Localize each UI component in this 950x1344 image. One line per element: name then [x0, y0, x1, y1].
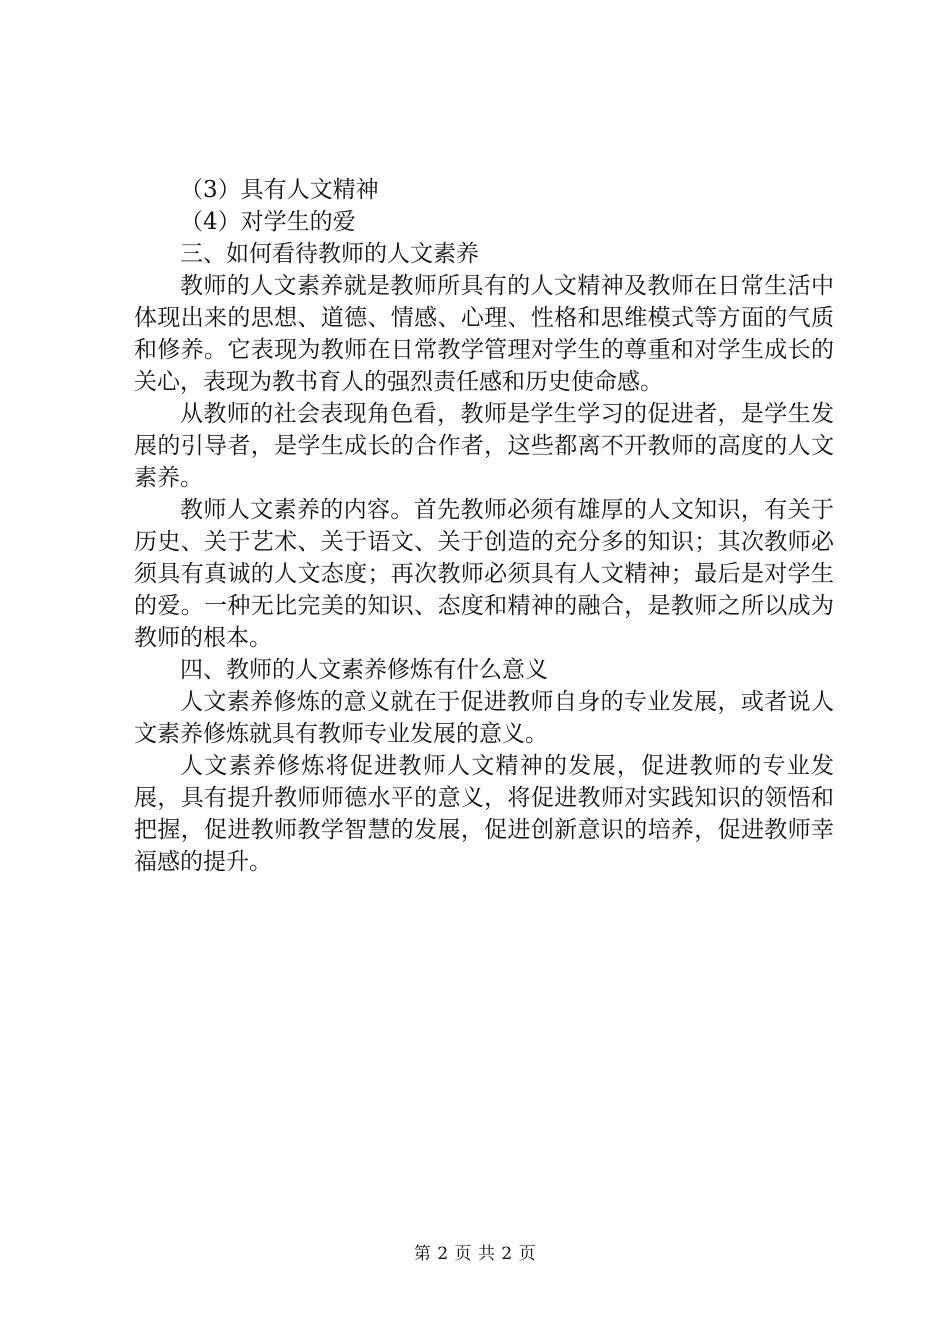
section-heading-3: 三、如何看待教师的人文素养: [180, 241, 479, 267]
paragraph-1: 教师的人文素养就是教师所具有的人文精神及教师在日常生活中体现出来的思想、道德、情感、心理、性格和思维模式等方面的气质和修养。它表现为教师在日常教学管理对学生的尊重和对学生成长的关心，表现为教书育人的强烈责任感和历史使命感。: [134, 273, 834, 395]
paragraph-5: 人文素养修炼将促进教师人文精神的发展，促进教师的专业发展，具有提升教师师德水平的意义，将促进教师对实践知识的领悟和把握，促进教师教学智慧的发展，促进创新意识的培养，促进教师幸福感的提升。: [134, 753, 834, 875]
page-number-footer: 第 2 页 共 2 页: [413, 1244, 537, 1264]
paragraph-4: 人文素养修炼的意义就在于促进教师自身的专业发展，或者说人文素养修炼就具有教师专业发展的意义。: [134, 689, 834, 747]
list-item-4: （4）对学生的爱: [180, 209, 356, 235]
section-heading-4: 四、教师的人文素养修炼有什么意义: [180, 657, 548, 683]
paragraph-2: 从教师的社会表现角色看，教师是学生学习的促进者，是学生发展的引导者，是学生成长的合作者，这些都离不开教师的高度的人文素养。: [134, 401, 834, 491]
paragraph-3: 教师人文素养的内容。首先教师必须有雄厚的人文知识，有关于历史、关于艺术、关于语文、关于创造的充分多的知识；其次教师必须具有真诚的人文态度；再次教师必须具有人文精神；最后是对学生的爱。一种无比完美的知识、态度和精神的融合，是教师之所以成为教师的根本。: [134, 497, 834, 651]
list-item-3: （3）具有人文精神: [180, 177, 379, 203]
document-body: [134, 174, 834, 878]
